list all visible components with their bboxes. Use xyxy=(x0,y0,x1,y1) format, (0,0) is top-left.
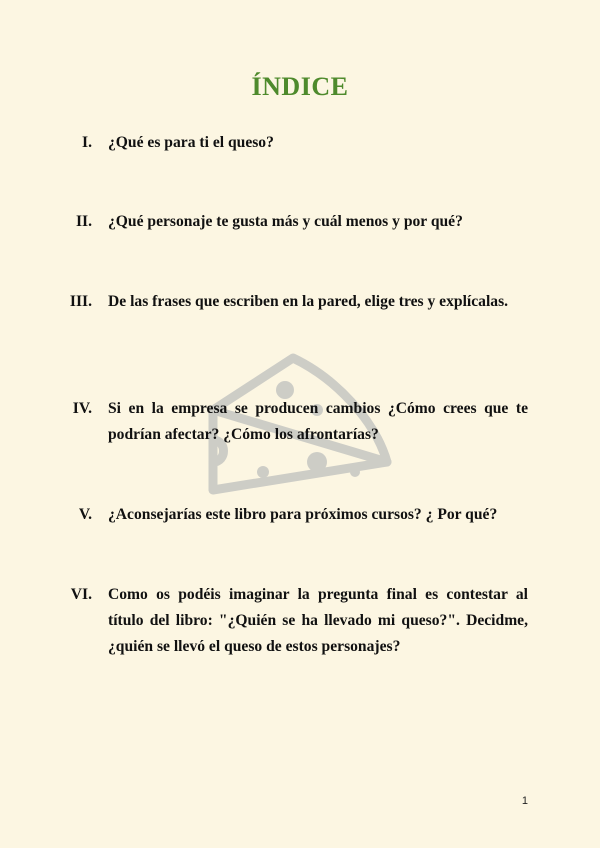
index-item-3 xyxy=(60,289,528,315)
item-number: VI. xyxy=(70,586,92,603)
item-text: De las frases que escriben en la pared, elige tres y explícalas. xyxy=(108,293,509,310)
item-text: ¿Qué personaje te gusta más y cuál menos y por qué? xyxy=(108,213,463,230)
index-item-6 xyxy=(60,582,528,660)
item-number: III. xyxy=(69,293,92,310)
item-text: Si en la empresa se producen cambios ¿Cómo crees que te podrían afectar? ¿Cómo los afrontarías? xyxy=(108,400,528,443)
item-text: ¿Aconsejarías este libro para próximos cursos? ¿ Por qué? xyxy=(108,506,498,523)
item-text: ¿Qué es para ti el queso? xyxy=(108,134,274,151)
item-number: IV. xyxy=(72,400,92,417)
item-number: II. xyxy=(75,213,92,230)
index-item-4 xyxy=(60,396,528,448)
index-item-1 xyxy=(60,130,528,156)
page-title: ÍNDICE xyxy=(251,72,349,101)
item-text: Como os podéis imaginar la pregunta final es contestar al título del libro: "¿Quién se ha llevado mi queso?". Decidme, ¿quién se llevó el queso de estos personajes? xyxy=(108,586,528,655)
item-number: I. xyxy=(82,134,92,151)
index-item-5 xyxy=(60,502,528,528)
page-number: 1 xyxy=(521,795,528,807)
item-number: V. xyxy=(78,506,92,523)
index-item-2 xyxy=(60,209,528,235)
